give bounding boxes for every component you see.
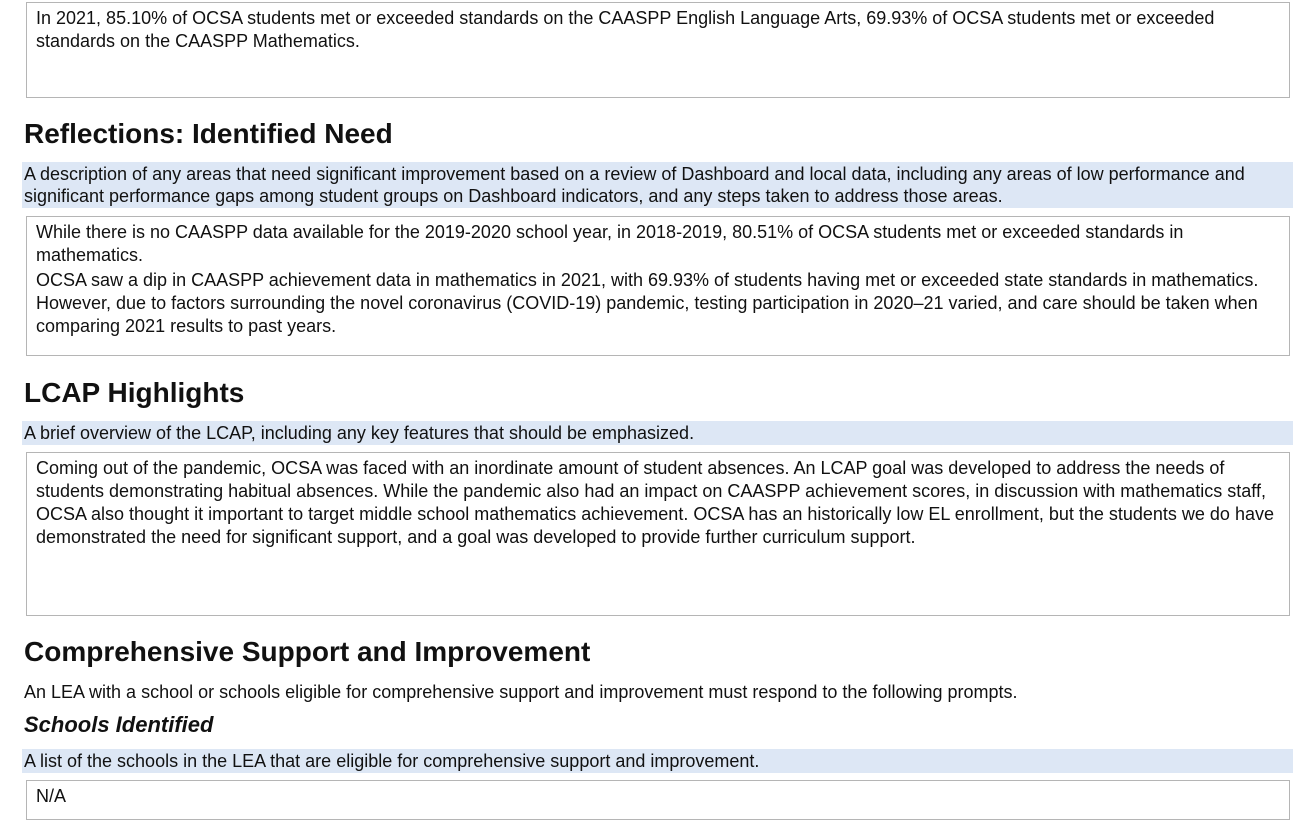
reflections-need-prompt: A description of any areas that need significant improvement based on a review of Dashboard and local data, including any areas of low performance and significant performance gaps among student groups on Dashboard indicators, and any steps taken to address those areas.: [22, 162, 1293, 208]
schools-identified-response-box: [26, 780, 1290, 820]
csi-heading: Comprehensive Support and Improvement: [24, 636, 591, 667]
reflections-need-paragraph-2: OCSA saw a dip in CAASPP achievement data in mathematics in 2021, with 69.93% of students having met or exceeded state standards in mathematics. However, due to factors surrounding the novel coronavirus (COVID-19) pandemic, testing participation in 2020–21 varied, and care should be taken when comparing 2021 results to past years.: [36, 270, 1259, 336]
top-response-text: In 2021, 85.10% of OCSA students met or exceeded standards on the CAASPP English Language Arts, 69.93% of OCSA students met or exceeded standards on the CAASPP Mathematics.: [36, 8, 1215, 51]
schools-identified-response: N/A: [36, 786, 67, 806]
schools-identified-subheading: Schools Identified: [24, 712, 214, 737]
csi-intro: An LEA with a school or schools eligible for comprehensive support and improvement must respond to the following prompts.: [24, 682, 1018, 702]
schools-identified-prompt: A list of the schools in the LEA that are eligible for comprehensive support and improvement.: [22, 749, 1293, 773]
reflections-need-response-box: [26, 216, 1290, 356]
lcap-highlights-prompt: A brief overview of the LCAP, including any key features that should be emphasized.: [22, 421, 1293, 445]
reflections-need-heading: Reflections: Identified Need: [24, 118, 393, 149]
reflections-need-paragraph-1: While there is no CAASPP data available for the 2019-2020 school year, in 2018-2019, 80.51% of OCSA students met or exceeded standards in mathematics.: [36, 222, 1184, 265]
top-response-box: [26, 2, 1290, 98]
lcap-highlights-heading: LCAP Highlights: [24, 377, 245, 408]
lcap-highlights-response-box: [26, 452, 1290, 616]
lcap-highlights-text: Coming out of the pandemic, OCSA was faced with an inordinate amount of student absences. An LCAP goal was developed to address the needs of students demonstrating habitual absences. While the pandemic also had an impact on CAASPP achievement scores, in discussion with mathematics staff, OCSA also thought it important to target middle school mathematics achievement. OCSA has an historically low EL enrollment, but the students we do have demonstrated the need for significant support, and a goal was developed to provide further curriculum support.: [36, 458, 1274, 547]
